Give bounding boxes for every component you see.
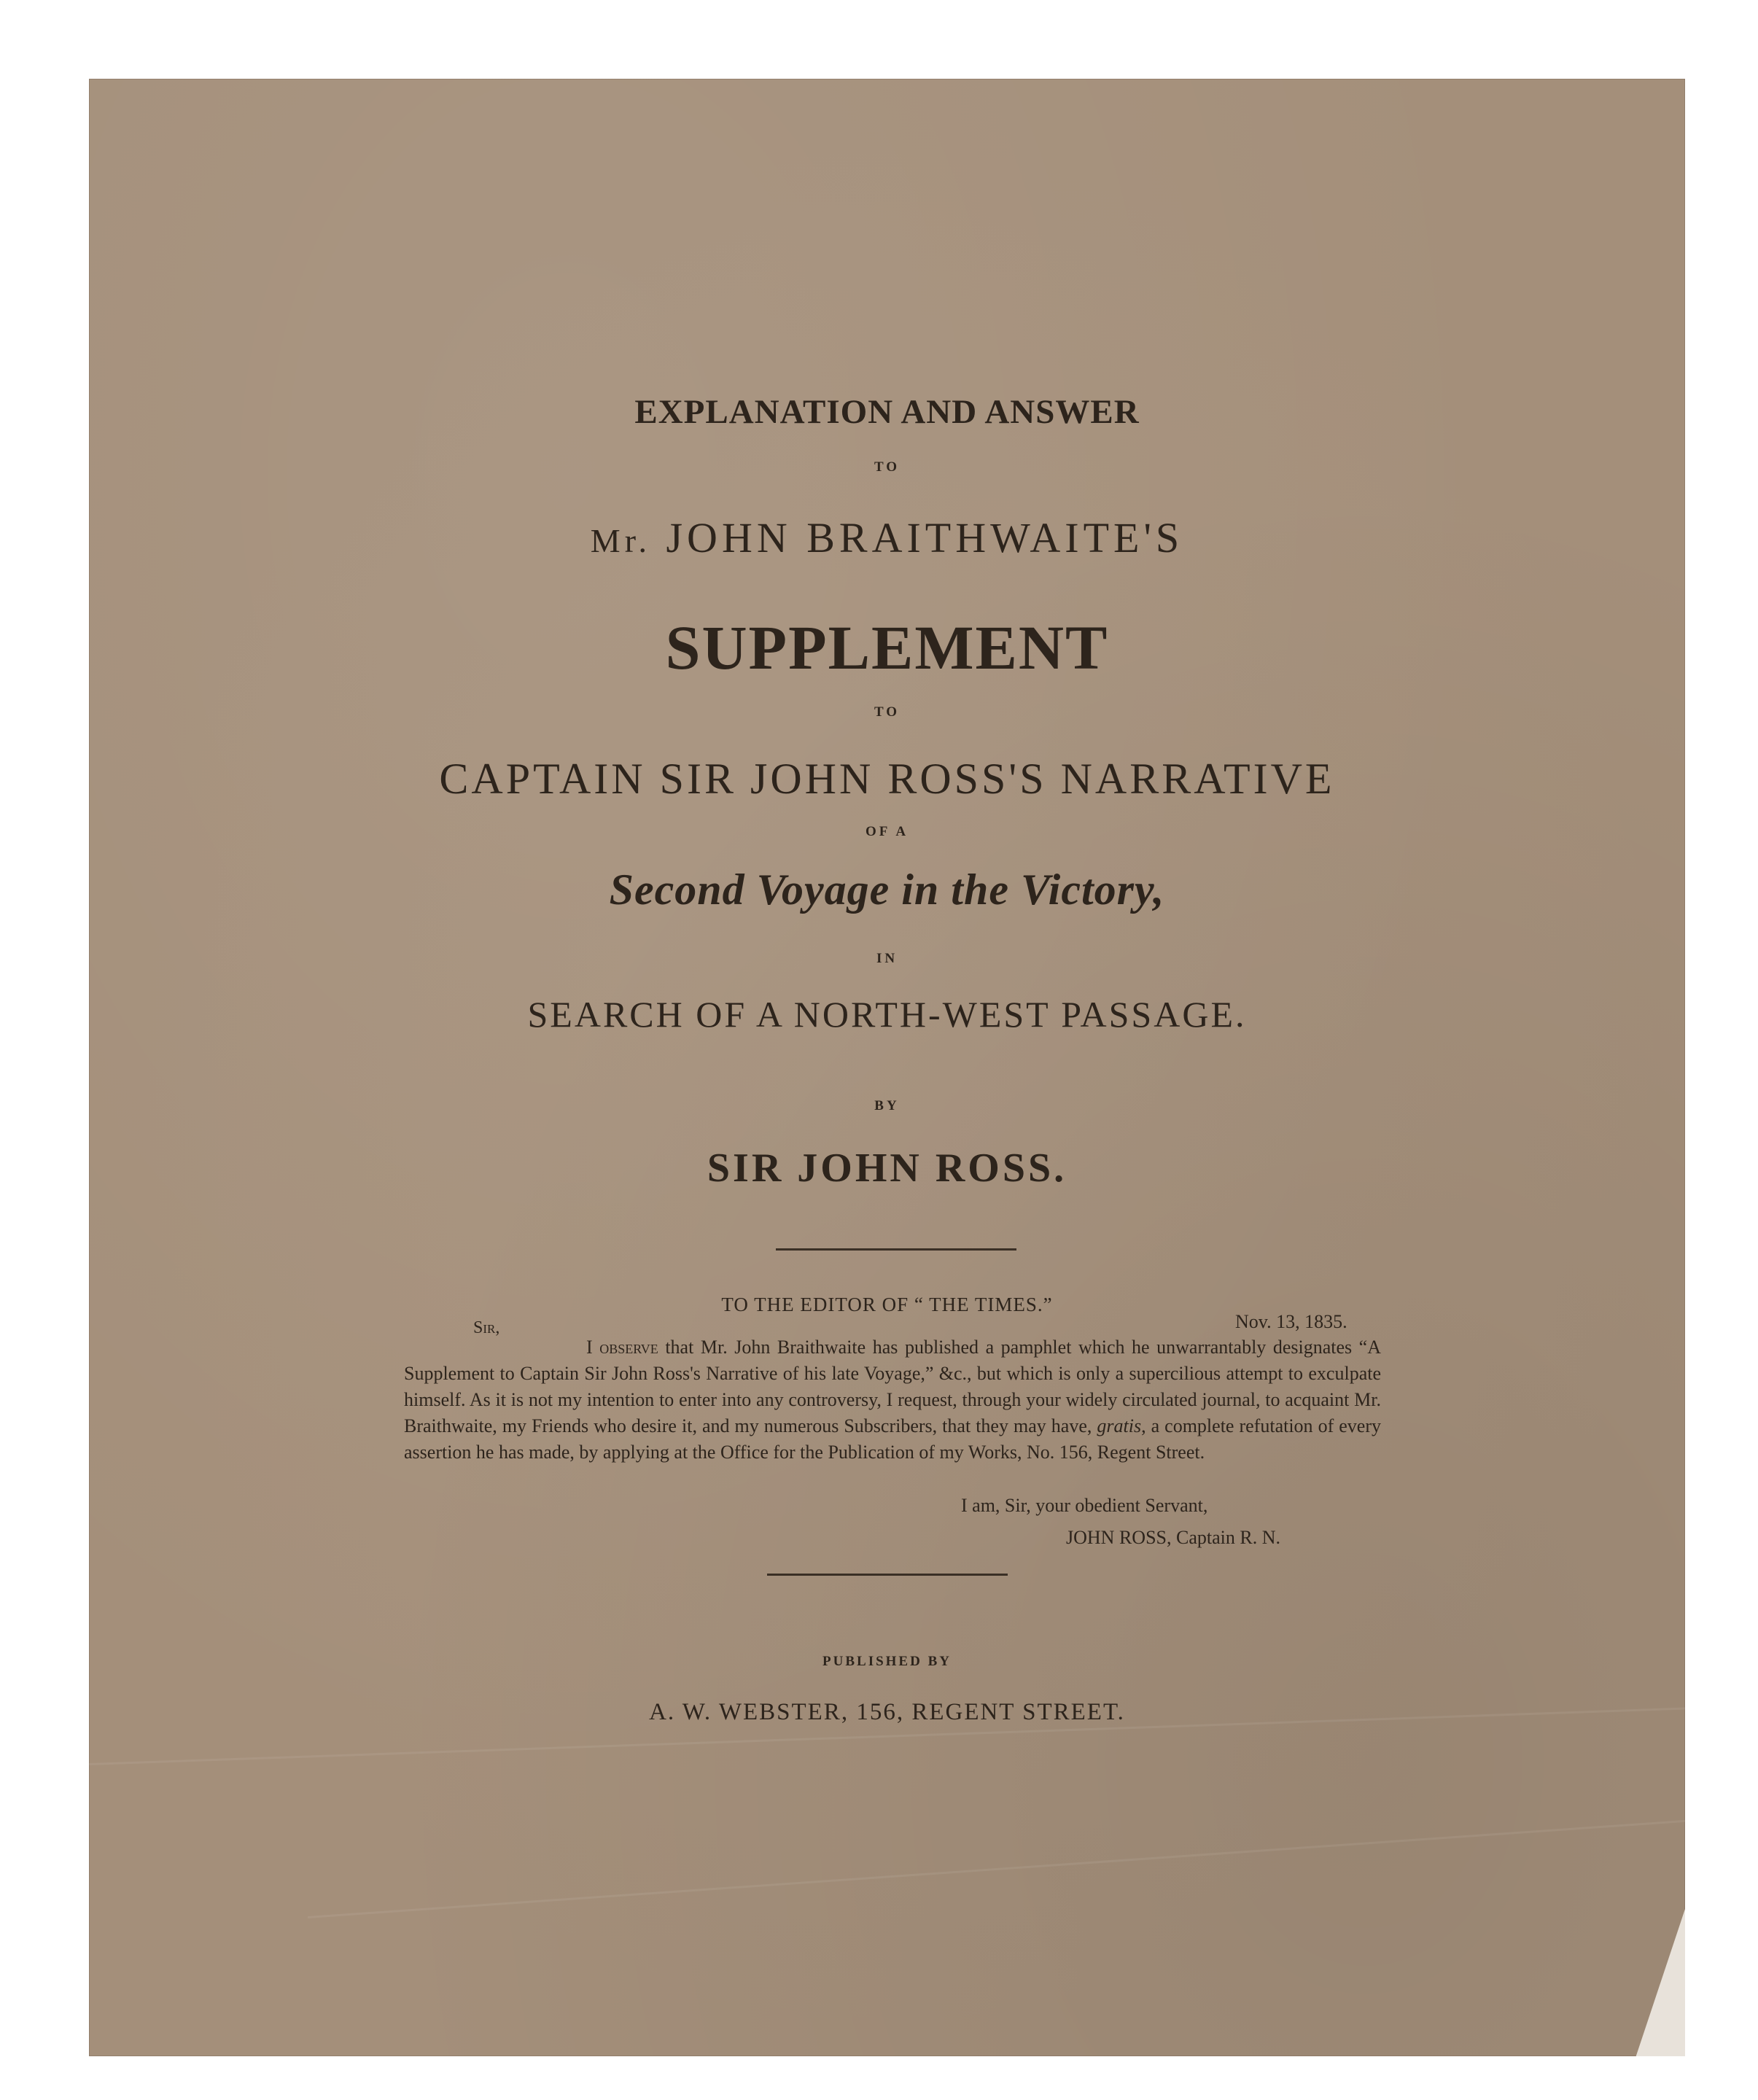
divider-bottom [767, 1574, 1008, 1576]
letter-body-text: that Mr. John Braithwaite has published a pamphlet which he unwarrantably designates “A Supplement to Captain Sir John Ross's Narrative of his late Voyage,” &c., but which is only a supercilious attempt to exculpate himself. As it is not my intention to enter into any controversy, I request, through your widely circulated journal, to acquaint Mr. Braithwaite, my Friends who desire it, and my numerous Subscribers, that they may have, [404, 1337, 1382, 1436]
connector-by: BY [874, 1098, 900, 1113]
letter-salutation: Sir, [473, 1318, 500, 1337]
paper-crease [308, 1819, 1685, 1918]
imprint-address: A. W. WEBSTER, 156, REGENT STREET. [649, 1699, 1125, 1725]
connector-to-2: TO [874, 704, 901, 720]
title-name: JOHN BRAITHWAITE'S [666, 514, 1184, 561]
letter-heading: TO THE EDITOR OF “ THE TIMES.” [721, 1294, 1053, 1315]
document-page [89, 79, 1685, 2056]
title-line-6: SEARCH OF A NORTH-WEST PASSAGE. [527, 994, 1247, 1035]
title-line-1: EXPLANATION AND ANSWER [634, 393, 1140, 431]
author-name: SIR JOHN ROSS. [707, 1146, 1067, 1191]
letter-date: Nov. 13, 1835. [1235, 1311, 1347, 1332]
imprint-label: PUBLISHED BY [822, 1654, 952, 1669]
connector-to-1: TO [874, 459, 901, 475]
letter-body-end: , a complete refutation of every assertion he has made, by applying at the Office for the Publication of my Works, No. 156, Regent Street. [404, 1415, 1381, 1463]
title-blackletter: Second Voyage in the Victory, [609, 866, 1165, 914]
letter-signature: JOHN ROSS, Captain R. N. [1066, 1527, 1280, 1548]
divider-top [776, 1248, 1016, 1251]
title-line-2 [89, 513, 1685, 562]
page-curl [1636, 1905, 1685, 2056]
title-prefix: Mr. [590, 522, 651, 559]
letter-gratis: gratis [1097, 1415, 1142, 1436]
connector-of-a: OF A [865, 824, 909, 839]
letter-closing: I am, Sir, your obedient Servant, [961, 1495, 1208, 1516]
connector-in: IN [876, 951, 898, 966]
letter-opening: I observe [586, 1337, 658, 1358]
title-supplement: SUPPLEMENT [665, 612, 1109, 682]
letter-body [404, 1334, 1381, 1466]
title-line-4: CAPTAIN SIR JOHN ROSS'S NARRATIVE [439, 755, 1335, 803]
